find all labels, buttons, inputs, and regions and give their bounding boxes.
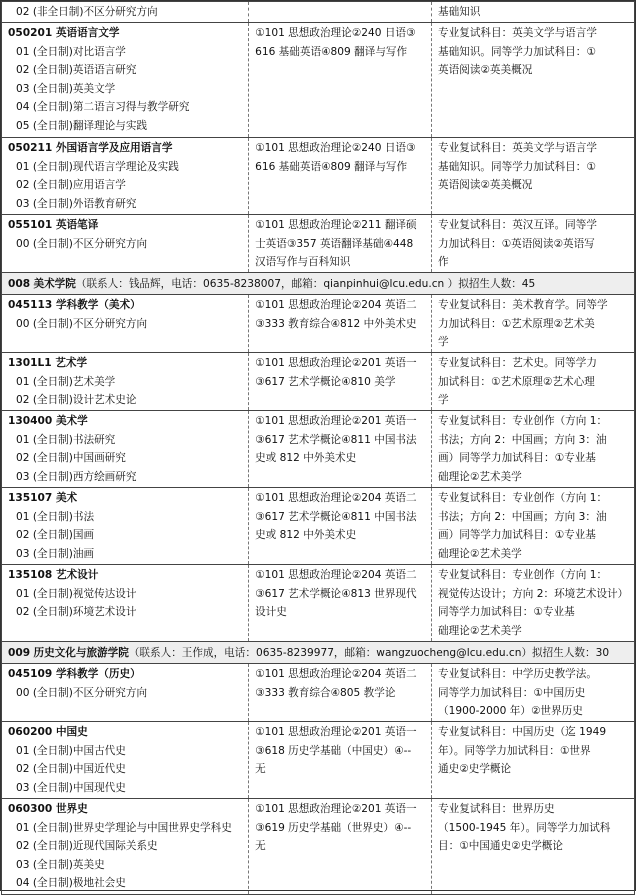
retest-subject-line: 学 [438, 336, 449, 349]
exam-subject-line: ①101 思想政治理论②240 日语③ [255, 142, 416, 154]
major-code: 1301L1 [8, 357, 52, 369]
retest-subject-line: 专业复试科目：中学历史教学法。 [438, 668, 597, 680]
exam-subjects-cell [249, 215, 432, 273]
exam-subject-line: ③618 历史学基础（中国史）④-- [255, 744, 412, 757]
major-cell [2, 799, 249, 895]
table-row-major [2, 664, 635, 722]
major-code: 135107 [8, 492, 53, 504]
table-row-major [2, 565, 635, 642]
major-cell [2, 353, 249, 411]
retest-subject-line: 专业复试科目：英汉互译。同等学 [438, 219, 597, 231]
exam-subject-line: ①101 思想政治理论②211 翻译硕 [255, 219, 417, 231]
direction-item: 01 (全日制)世界史学理论与中国世界史学科史 [16, 821, 232, 834]
retest-subject-line: 基础知识。同等学力加试科目：① [438, 45, 596, 58]
exam-subject-line: 汉语写作与百科知识 [255, 256, 351, 269]
major-code: 050211 [8, 142, 53, 154]
direction-item: 00 (全日制)不区分研究方向 [16, 317, 148, 330]
retest-subject-line: 同等学力加试科目：①中国历史 [438, 686, 586, 699]
retest-subject-line: 通史②史学概论 [438, 763, 512, 776]
exam-subject-line: ③617 艺术学概论④813 世界现代 [255, 587, 417, 600]
admissions-table [1, 1, 635, 895]
college-number: 008 [8, 277, 31, 290]
retest-subjects-cell [432, 488, 635, 565]
exam-subject-line: ①101 思想政治理论②204 英语二 [255, 569, 417, 581]
major-heading [8, 216, 242, 235]
direction-item: 03 (全日制)英美文学 [16, 82, 116, 95]
direction-item: 01 (全日制)对比语言学 [16, 45, 126, 58]
retest-cell: 基础知识 [432, 2, 635, 23]
retest-subject-line: 学 [438, 394, 449, 407]
table-row-continuation [2, 2, 635, 23]
major-cell [2, 295, 249, 353]
exam-subject-line: ③333 教育综合④805 教学论 [255, 686, 396, 699]
major-code: 045113 [8, 299, 53, 311]
table-row-major [2, 488, 635, 565]
direction-item: 02 (全日制)中国近代史 [16, 763, 126, 776]
exam-subject-line: ③617 艺术学概论④811 中国书法 [255, 433, 417, 446]
exam-subjects-cell [249, 295, 432, 353]
major-name: 美术学 [55, 415, 88, 427]
major-code: 055101 [8, 219, 53, 231]
retest-subjects-cell [432, 295, 635, 353]
direction-item: 02 (全日制)环境艺术设计 [16, 606, 137, 619]
retest-subjects-cell [432, 664, 635, 722]
retest-subject-line: 英语阅读②英美概况 [438, 64, 533, 77]
retest-subject-line: 加试科目：①艺术原理②艺术心理 [438, 375, 595, 388]
college-number: 009 [8, 646, 31, 659]
table-row-major [2, 215, 635, 273]
direction-item: 03 (全日制)西方绘画研究 [16, 470, 137, 483]
direction-item: 02 (全日制)国画 [16, 529, 95, 542]
major-heading [8, 412, 242, 431]
major-heading [8, 566, 242, 585]
direction-item: 02 (全日制)中国画研究 [16, 452, 126, 465]
table-row-major [2, 295, 635, 353]
retest-subject-line: 基础知识。同等学力加试科目：① [438, 160, 596, 173]
retest-subject-line: 专业复试科目：艺术史。同等学力 [438, 357, 597, 369]
college-name: 历史文化与旅游学院 [33, 646, 129, 659]
retest-subjects-cell [432, 353, 635, 411]
retest-subject-line: （1500-1945 年）。同等学力加试科 [438, 821, 611, 834]
retest-subject-line: 英语阅读②英美概况 [438, 179, 533, 192]
major-code: 045109 [8, 668, 53, 680]
direction-item: 01 (全日制)书法 [16, 510, 95, 523]
retest-subject-line: 作 [438, 256, 449, 269]
exam-subject-line: 无 [255, 840, 266, 853]
major-heading [8, 354, 242, 373]
major-cell [2, 138, 249, 215]
exam-subject-line: ①101 思想政治理论②204 英语二 [255, 668, 417, 680]
exam-subject-line: 史或 812 中外美术史 [255, 452, 357, 465]
exam-cell [249, 2, 432, 23]
retest-subject-line: 书法；方向 2：中国画；方向 3：油 [438, 510, 607, 523]
direction-item: 02 (全日制)设计艺术史论 [16, 394, 137, 407]
exam-subject-line: 士英语③357 英语翻译基础④448 [255, 237, 414, 250]
direction-item: 03 (全日制)外语教育研究 [16, 197, 137, 210]
exam-subjects-cell [249, 799, 432, 895]
exam-subject-line: ①101 思想政治理论②201 英语一 [255, 415, 417, 427]
exam-subject-line: ①101 思想政治理论②201 英语一 [255, 803, 417, 815]
retest-subjects-cell [432, 215, 635, 273]
retest-subjects-cell [432, 23, 635, 138]
major-code: 130400 [8, 415, 53, 427]
retest-subject-line: 目：①中国通史②史学概论 [438, 840, 563, 853]
exam-subjects-cell [249, 138, 432, 215]
direction-item: 03 (全日制)油画 [16, 547, 95, 560]
major-name: 外国语言学及应用语言学 [55, 142, 173, 154]
major-code: 135108 [8, 569, 53, 581]
direction-item: 02 (全日制)应用语言学 [16, 179, 126, 192]
major-code: 050201 [8, 27, 53, 39]
exam-subject-line: ③333 教育综合④812 中外美术史 [255, 317, 417, 330]
exam-subjects-cell [249, 411, 432, 488]
direction-item: 03 (全日制)中国现代史 [16, 781, 126, 794]
retest-subject-line: 同等学力加试科目：①专业基 [438, 606, 575, 619]
retest-subject-line: 力加试科目：①艺术原理②艺术美 [438, 317, 595, 330]
direction-item: 01 (全日制)视觉传达设计 [16, 587, 137, 600]
major-name: 艺术设计 [55, 569, 99, 581]
direction-item: 01 (全日制)书法研究 [16, 433, 116, 446]
retest-subject-line: 专业复试科目：专业创作（方向 1： [438, 569, 608, 581]
major-cell [2, 411, 249, 488]
major-name: 艺术学 [55, 357, 88, 369]
major-heading [8, 800, 242, 819]
direction-item: 01 (全日制)艺术美学 [16, 375, 116, 388]
retest-subjects-cell [432, 138, 635, 215]
exam-subjects-cell [249, 353, 432, 411]
major-cell [2, 488, 249, 565]
major-name: 英语语言文学 [55, 27, 120, 39]
exam-subject-line: 616 基础英语④809 翻译与写作 [255, 160, 408, 173]
college-contact-info: （联系人：钱品辉，电话：0635-8238007，邮箱：qianpinhui@lcu.edu.cn ）拟招生人数：45 [75, 277, 536, 290]
retest-subject-line: 画）同等学力加试科目：①专业基 [438, 529, 596, 542]
retest-subjects-cell [432, 799, 635, 895]
exam-subject-line: ①101 思想政治理论②204 英语二 [255, 492, 417, 504]
major-heading [8, 24, 242, 43]
retest-subject-line: 专业复试科目：专业创作（方向 1： [438, 415, 608, 427]
table-row-major [2, 722, 635, 799]
retest-subject-line: 专业复试科目：世界历史 [438, 803, 555, 815]
direction-item: 02 (非全日制)不区分研究方向 [16, 6, 158, 18]
exam-subjects-cell [249, 664, 432, 722]
direction-item: 05 (全日制)翻译理论与实践 [16, 119, 148, 132]
direction-item: 01 (全日制)现代语言学理论及实践 [16, 160, 179, 173]
direction-item: 00 (全日制)不区分研究方向 [16, 686, 148, 699]
major-code: 060200 [8, 726, 53, 738]
retest-subjects-cell [432, 722, 635, 799]
retest-subject-line: 专业复试科目：美术教育学。同等学 [438, 299, 608, 311]
major-code: 060300 [8, 803, 53, 815]
retest-subject-line: 视觉传达设计；方向 2：环境艺术设计） [438, 587, 629, 600]
direction-cell [2, 2, 249, 23]
college-contact-info: （联系人：王作成，电话：0635-8239977，邮箱：wangzuocheng@lcu.edu.cn）拟招生人数：30 [128, 646, 610, 659]
retest-subject-line: 年）。同等学力加试科目：①世界 [438, 744, 591, 757]
table-row-major [2, 799, 635, 895]
retest-subject-line: 础理论②艺术美学 [438, 470, 522, 483]
college-name: 美术学院 [33, 277, 76, 290]
direction-item: 00 (全日制)不区分研究方向 [16, 237, 148, 250]
retest-subjects-cell [432, 411, 635, 488]
major-name: 中国史 [55, 726, 88, 738]
college-header-row [2, 642, 635, 664]
direction-item: 03 (全日制)英美史 [16, 858, 105, 871]
direction-item: 02 (全日制)近现代国际关系史 [16, 840, 158, 853]
major-cell [2, 565, 249, 642]
major-name: 英语笔译 [55, 219, 99, 231]
retest-subject-line: 础理论②艺术美学 [438, 624, 522, 637]
direction-item: 01 (全日制)中国古代史 [16, 744, 126, 757]
major-heading [8, 723, 242, 742]
exam-subject-line: ③617 艺术学概论④811 中国书法 [255, 510, 417, 523]
retest-subjects-cell [432, 565, 635, 642]
retest-subject-line: 画）同等学力加试科目：①专业基 [438, 452, 596, 465]
exam-subject-line: ①101 思想政治理论②204 英语二 [255, 299, 417, 311]
college-header-row [2, 273, 635, 295]
retest-subject-line: 专业复试科目：中国历史（迄 1949 [438, 726, 607, 738]
table-row-major [2, 353, 635, 411]
retest-subject-line: 专业复试科目：英美文学与语言学 [438, 27, 597, 39]
major-cell [2, 664, 249, 722]
exam-subject-line: 无 [255, 763, 266, 776]
major-cell [2, 722, 249, 799]
exam-subject-line: 史或 812 中外美术史 [255, 529, 357, 542]
retest-subject-line: 专业复试科目：专业创作（方向 1： [438, 492, 608, 504]
major-cell [2, 23, 249, 138]
table-row-major [2, 411, 635, 488]
table-row-major [2, 138, 635, 215]
major-heading [8, 665, 242, 684]
exam-subject-line: 616 基础英语④809 翻译与写作 [255, 45, 408, 58]
direction-item: 02 (全日制)英语语言研究 [16, 64, 137, 77]
major-name: 学科教学（历史） [55, 668, 141, 680]
retest-subject-line: 书法；方向 2：中国画；方向 3：油 [438, 433, 607, 446]
exam-subject-line: ①101 思想政治理论②240 日语③ [255, 27, 416, 39]
exam-subject-line: ③617 艺术学概论④810 美学 [255, 375, 396, 388]
major-cell [2, 215, 249, 273]
exam-subjects-cell [249, 488, 432, 565]
major-heading [8, 489, 242, 508]
exam-subject-line: 设计史 [255, 606, 287, 619]
retest-subject-line: （1900-2000 年）②世界历史 [438, 705, 583, 718]
exam-subject-line: ③619 历史学基础（世界史）④-- [255, 821, 412, 834]
direction-item: 04 (全日制)极地社会史 [16, 877, 126, 890]
retest-subject-line: 专业复试科目：英美文学与语言学 [438, 142, 597, 154]
college-header-cell [2, 642, 635, 664]
direction-item: 04 (全日制)第二语言习得与教学研究 [16, 101, 190, 114]
exam-subjects-cell [249, 23, 432, 138]
major-name: 世界史 [55, 803, 88, 815]
exam-subject-line: ①101 思想政治理论②201 英语一 [255, 357, 417, 369]
retest-subject-line: 础理论②艺术美学 [438, 547, 522, 560]
major-name: 美术 [55, 492, 78, 504]
major-heading [8, 139, 242, 158]
exam-subjects-cell [249, 722, 432, 799]
retest-subject-line: 力加试科目：①英语阅读②英语写 [438, 237, 595, 250]
exam-subjects-cell [249, 565, 432, 642]
table-row-major [2, 23, 635, 138]
college-header-cell [2, 273, 635, 295]
exam-subject-line: ①101 思想政治理论②201 英语一 [255, 726, 417, 738]
major-name: 学科教学（美术） [55, 299, 141, 311]
major-heading [8, 296, 242, 315]
